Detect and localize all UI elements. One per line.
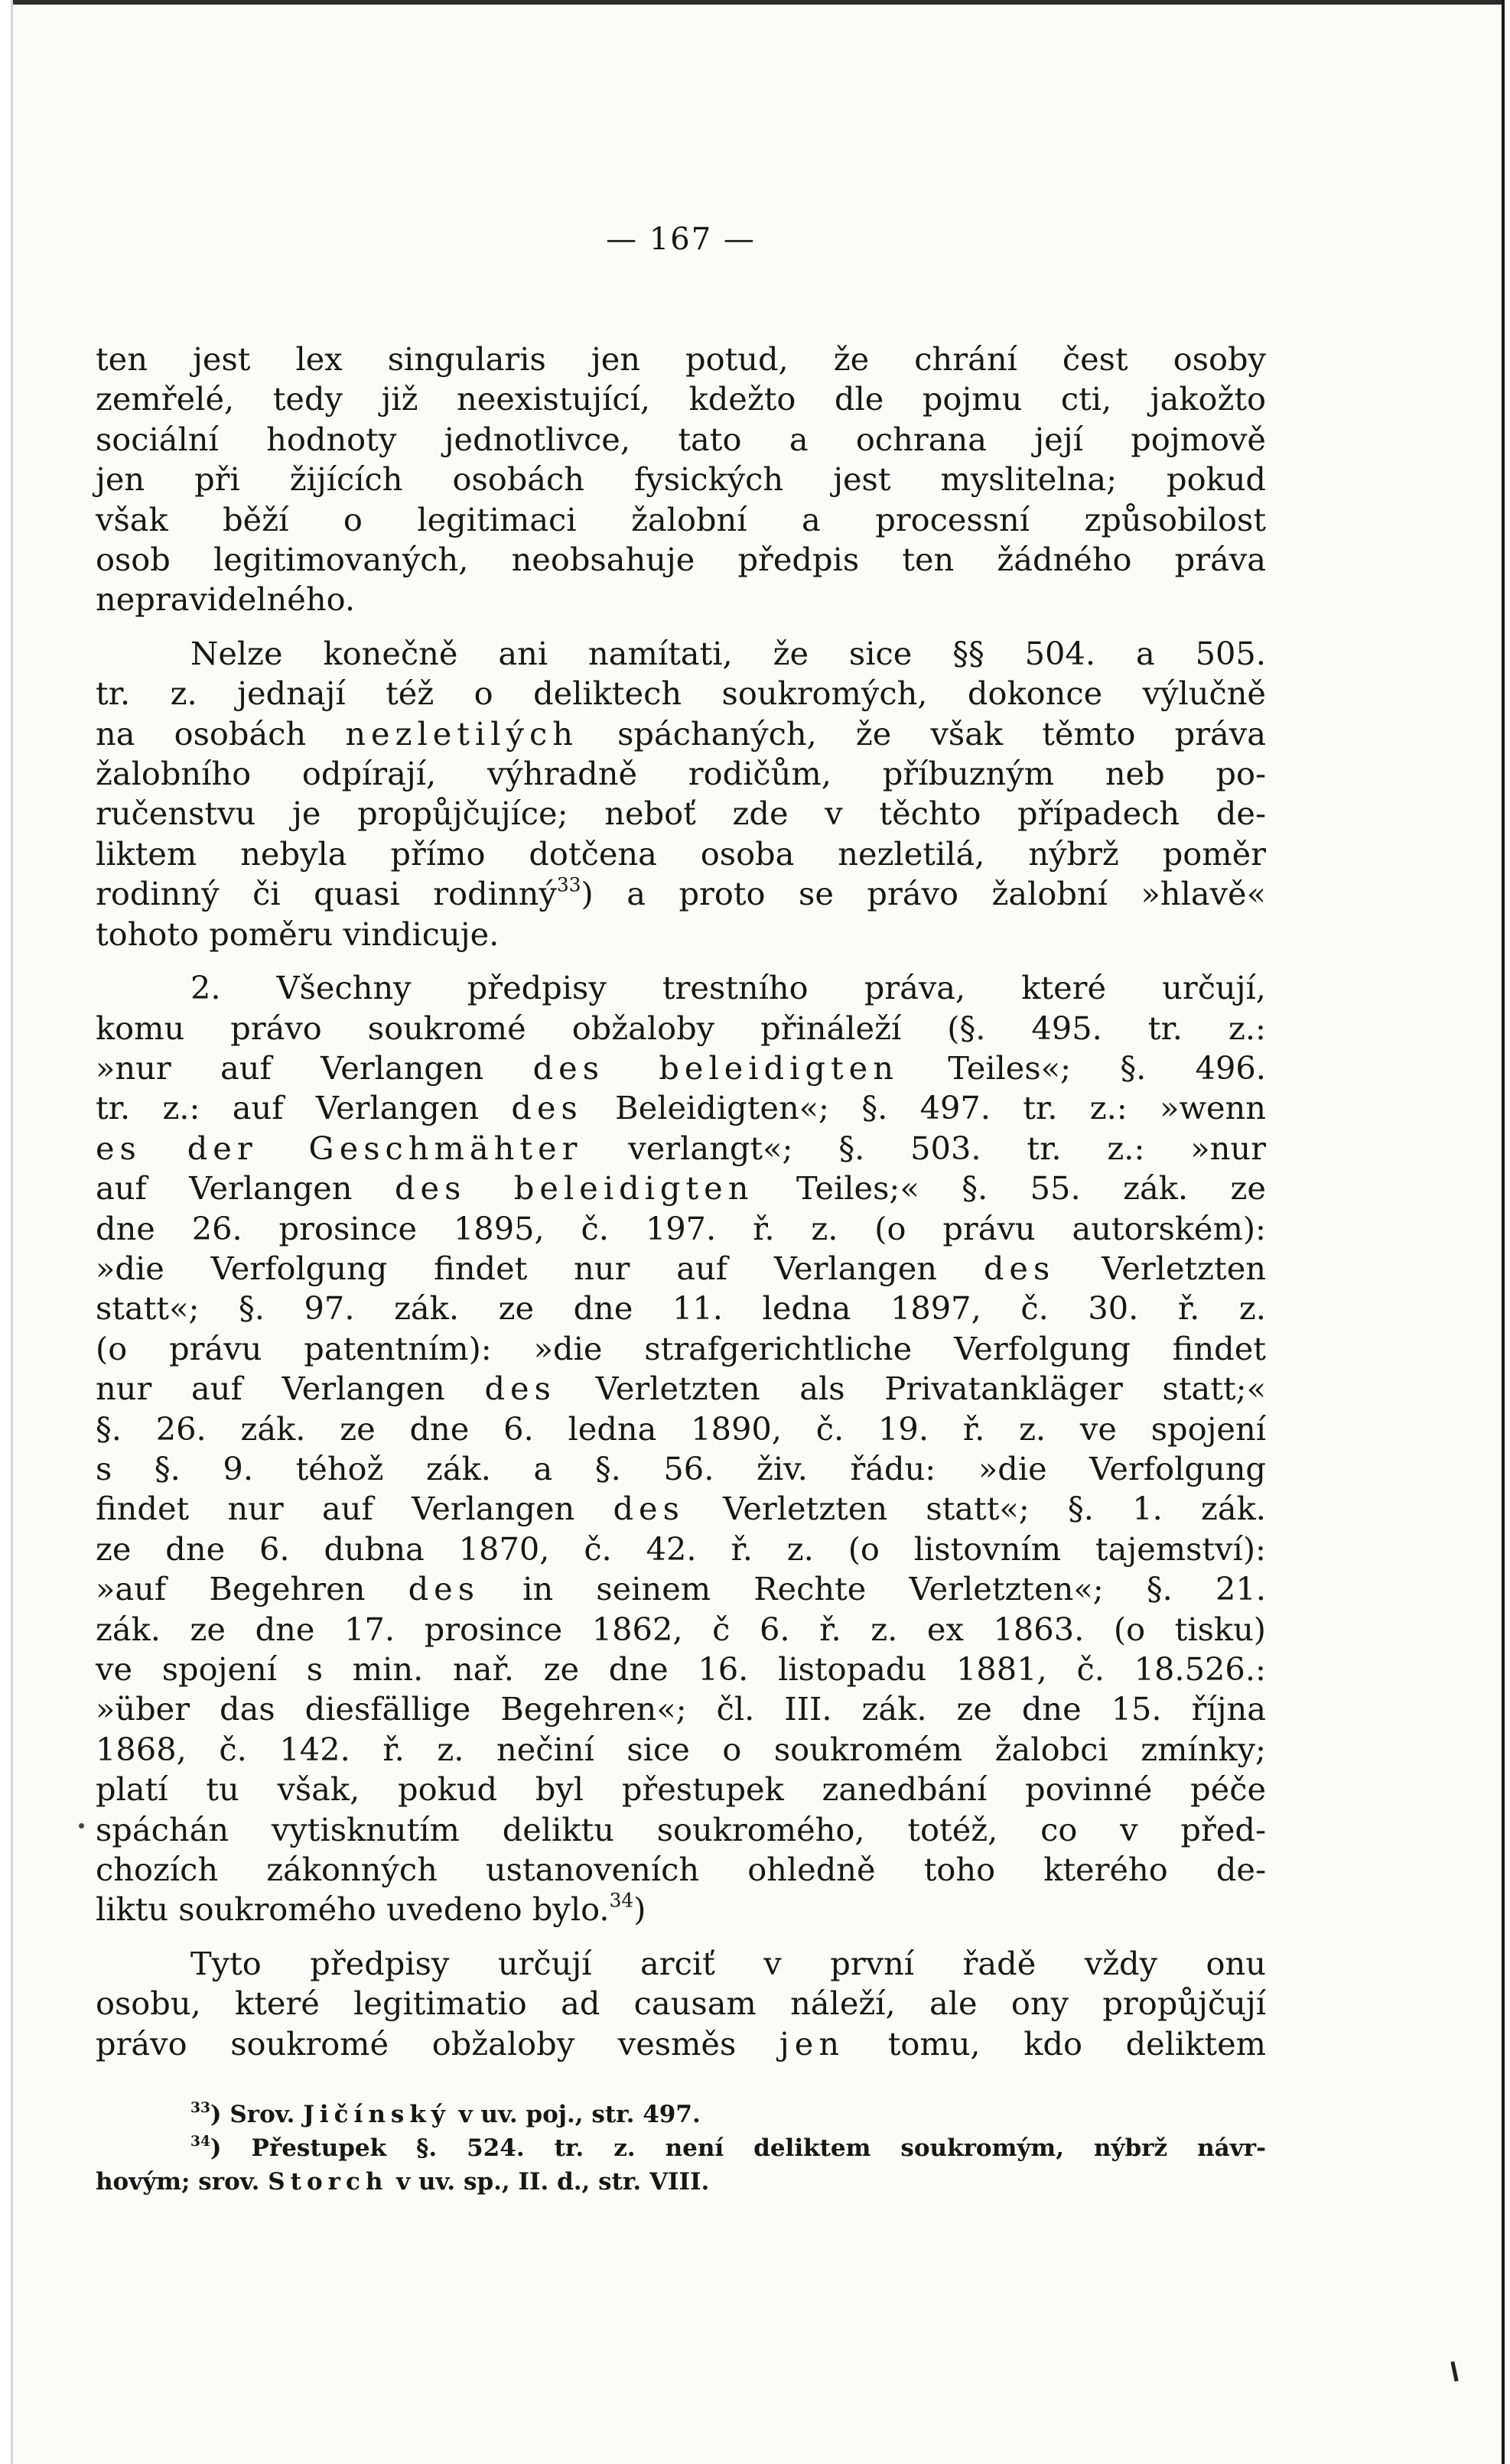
footnote-marker: 34	[190, 2134, 210, 2150]
text-line	[96, 1249, 1266, 1289]
text-run: Verletzten	[1102, 1249, 1267, 1287]
text-line	[96, 1569, 1266, 1609]
footnote-ref: 33	[556, 873, 581, 896]
footnote-ref: 34	[609, 1890, 634, 1913]
footnote-text: v uv. sp., II. d., str. VIII.	[396, 2168, 710, 2196]
text-line: 2. Všechny předpisy trestního práva, které určují,	[190, 969, 1266, 1007]
text-run: verlangt«; §. 503. tr. z.: »nur	[628, 1129, 1266, 1167]
text-run: Teiles«; §. 496.	[948, 1048, 1266, 1087]
scan-top-edge	[13, 0, 1502, 5]
text-run: liktu soukromého uvedeno bylo.	[96, 1890, 610, 1929]
text-run: spáchaných, že však těmto práva	[617, 714, 1266, 753]
text-line: platí tu však, pokud byl přestupek zanedbání povinné péče	[96, 1770, 1266, 1809]
text-run: »die Verfolgung findet nur auf Verlangen	[96, 1249, 938, 1287]
text-run: auf Verlangen	[96, 1169, 353, 1208]
text-line: zák. ze dne 17. prosince 1862, č 6. ř. z. ex 1863. (o tisku)	[96, 1610, 1266, 1648]
text-run: nur auf Verlangen	[96, 1370, 445, 1408]
footnote-text: ) Srov.	[210, 2101, 295, 2129]
text-line: liktem nebyla přímo dotčena osoba nezletilá, nýbrž poměr	[96, 834, 1266, 873]
text-line: ten jest lex singularis jen potud, že chrání čest osoby	[96, 340, 1266, 378]
page-number: — 167 —	[606, 222, 756, 257]
paragraph-4	[96, 1944, 1266, 2064]
text-line	[96, 1489, 1266, 1529]
paragraph-2	[96, 634, 1266, 954]
text-line: osobu, které legitimatio ad causam náleží, ale ony propůjčují	[96, 1985, 1266, 2023]
spaced-emphasis: des	[511, 1089, 583, 1127]
text-line: Nelze konečně ani namítati, že sice §§ 504. a 505.	[190, 634, 1266, 672]
text-run: )	[633, 1890, 646, 1929]
spaced-emphasis: des	[613, 1490, 685, 1528]
text-line	[96, 1088, 1266, 1128]
footnote-34-continuation	[96, 2165, 1266, 2199]
spaced-emphasis: es	[96, 1129, 142, 1167]
spaced-emphasis: des	[408, 1570, 480, 1608]
stray-mark	[1450, 2362, 1458, 2381]
text-line: nepravidelného.	[96, 580, 356, 619]
text-run: právo soukromé obžaloby vesměs	[96, 2024, 737, 2063]
text-line: chozích zákonných ustanoveních ohledně toho kterého de-	[96, 1851, 1266, 1889]
text-line: komu právo soukromé obžaloby přináleží (§. 495. tr. z.:	[96, 1009, 1266, 1047]
text-run: tr. z.: auf Verlangen	[96, 1089, 480, 1127]
text-line	[96, 1369, 1266, 1409]
page-content	[96, 222, 1266, 2199]
footnote-text: ) Přestupek §. 524. tr. z. není deliktem soukromým, nýbrž návr-	[210, 2134, 1266, 2163]
spaced-emphasis: jen	[779, 2024, 845, 2063]
text-line	[96, 1048, 1266, 1088]
text-run: »auf Begehren	[96, 1570, 366, 1608]
text-line: ze dne 6. dubna 1870, č. 42. ř. z. (o listovním tajemství):	[96, 1529, 1266, 1568]
author-name: Jičínský	[303, 2101, 451, 2129]
text-run: »nur auf Verlangen	[96, 1048, 484, 1087]
text-run: Verletzten als Privatankläger statt;«	[595, 1370, 1266, 1408]
author-name: Storch	[268, 2168, 389, 2196]
text-run: rodinný či quasi rodinný	[96, 875, 557, 913]
text-line	[96, 874, 1266, 914]
spaced-emphasis: des beleidigten	[394, 1169, 754, 1208]
footnote-33	[96, 2098, 1266, 2131]
text-run: tomu, kdo deliktem	[887, 2024, 1266, 2063]
footnote-marker: 33	[190, 2100, 210, 2117]
spaced-emphasis: des beleidigten	[532, 1048, 899, 1087]
text-line: s §. 9. téhož zák. a §. 56. živ. řádu: »die Verfolgung	[96, 1449, 1266, 1487]
paragraph-3	[96, 968, 1266, 1930]
text-line: dne 26. prosince 1895, č. 197. ř. z. (o právu autorském):	[96, 1209, 1266, 1247]
text-line: 1868, č. 142. ř. z. nečiní sice o soukromém žalobci zmínky;	[96, 1730, 1266, 1768]
text-line	[96, 2024, 1266, 2064]
text-line	[96, 1890, 1266, 1929]
text-line: tohoto poměru vindicuje.	[96, 915, 500, 953]
text-line: spáchán vytisknutím deliktu soukromého, totéž, co v před-	[96, 1810, 1266, 1848]
stray-mark	[79, 1823, 84, 1828]
footnote-34	[96, 2131, 1266, 2165]
text-run: Verletzten statt«; §. 1. zák.	[723, 1490, 1266, 1528]
text-run: Beleidigten«; §. 497. tr. z.: »wenn	[615, 1089, 1266, 1127]
text-line: ručenstvu je propůjčujíce; neboť zde v těchto případech de-	[96, 795, 1266, 833]
spaced-emphasis: des	[983, 1249, 1056, 1287]
text-line: §. 26. zák. ze dne 6. ledna 1890, č. 19. ř. z. ve spojení	[96, 1409, 1266, 1448]
paragraph-1	[96, 340, 1266, 620]
text-line: ve spojení s min. nař. ze dne 16. listopadu 1881, č. 18.526.:	[96, 1650, 1266, 1688]
footnote-text: v uv. poj., str. 497.	[458, 2101, 701, 2129]
text-line: zemřelé, tedy již neexistující, kdežto dle pojmu cti, jakožto	[96, 380, 1266, 418]
text-line: však běží o legitimaci žalobní a processní způsobilost	[96, 500, 1266, 538]
text-line: tr. z. jednají též o deliktech soukromých, dokonce výlučně	[96, 675, 1266, 713]
text-line: Tyto předpisy určují arciť v první řadě vždy onu	[190, 1944, 1266, 1982]
scanned-page	[11, 0, 1505, 2464]
footnotes	[96, 2098, 1266, 2199]
text-line	[96, 714, 1266, 754]
footnote-text: hovým; srov.	[96, 2168, 260, 2196]
text-run: na osobách	[96, 714, 307, 753]
spaced-emphasis: nezletilých	[345, 714, 578, 753]
text-line: »über das diesfällige Begehren«; čl. III. zák. ze dne 15. října	[96, 1690, 1266, 1728]
text-run: Teiles;« §. 55. zák. ze	[796, 1169, 1266, 1208]
text-line: jen při žijících osobách fysických jest myslitelna; pokud	[96, 460, 1266, 499]
text-line: osob legitimovaných, neobsahuje předpis ten žádného práva	[96, 541, 1266, 579]
text-run: findet nur auf Verlangen	[96, 1490, 575, 1528]
text-line	[96, 1169, 1266, 1208]
text-line	[96, 1129, 1266, 1169]
text-line: (o právu patentním): »die strafgerichtliche Verfolgung findet	[96, 1329, 1266, 1367]
text-run: ) a proto se právo žalobní »hlavě«	[581, 875, 1266, 913]
text-line: žalobního odpírají, výhradně rodičům, příbuzným neb po-	[96, 755, 1266, 793]
spaced-emphasis: der Geschmähter	[187, 1129, 583, 1167]
text-line: statt«; §. 97. zák. ze dne 11. ledna 1897, č. 30. ř. z.	[96, 1289, 1266, 1328]
spaced-emphasis: des	[484, 1370, 556, 1408]
text-line: sociální hodnoty jednotlivce, tato a ochrana její pojmově	[96, 420, 1266, 458]
text-run: in seinem Rechte Verletzten«; §. 21.	[522, 1570, 1266, 1608]
